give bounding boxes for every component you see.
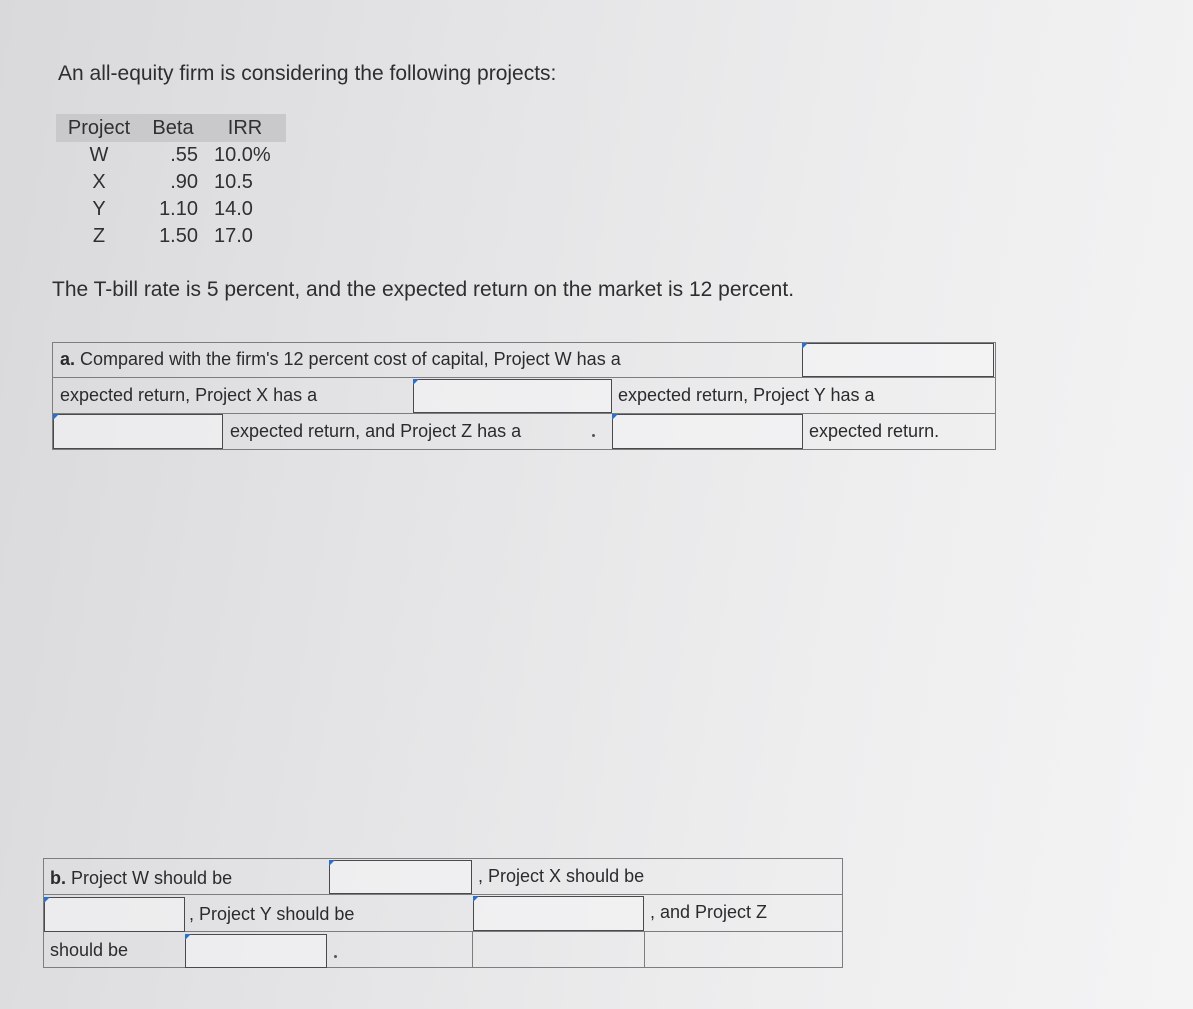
part-b-col-divider: [472, 932, 473, 968]
part-b-line1b: , Project X should be: [478, 866, 645, 886]
decorative-dot: [334, 955, 337, 958]
table-row: [56, 223, 286, 250]
header-beta: Beta: [142, 114, 204, 142]
input-flag-icon: [413, 379, 419, 385]
answer-x-return-input[interactable]: [413, 379, 612, 413]
answer-z-decision-input[interactable]: [185, 934, 327, 968]
table-row: [56, 169, 286, 196]
projects-table: [56, 114, 286, 250]
part-a-label: a.: [60, 349, 76, 369]
cell-irr: 14.0: [214, 198, 253, 220]
input-flag-icon: [612, 414, 618, 420]
intro-text: An all-equity firm is considering the following projects:: [58, 62, 557, 85]
part-b-line2b: , and Project Z: [650, 902, 768, 922]
part-b-line2a: , Project Y should be: [189, 904, 355, 924]
table-row: [56, 142, 286, 169]
part-a-line3b: expected return.: [809, 421, 940, 441]
cell-project: Z: [92, 225, 106, 247]
answer-w-decision-input[interactable]: [329, 860, 472, 894]
cell-beta: .90: [170, 171, 198, 193]
part-a-line3a: expected return, and Project Z has a: [230, 421, 522, 441]
cell-irr: 10.5: [214, 171, 253, 193]
cell-irr: 10.0%: [214, 144, 271, 166]
part-a-line1: [60, 349, 621, 370]
decorative-dot: [592, 434, 595, 437]
input-flag-icon: [53, 414, 59, 420]
part-b-label: b.: [50, 868, 66, 888]
part-a-line1-text: Compared with the firm's 12 percent cost of capital, Project W has a: [80, 349, 621, 369]
answer-x-decision-input[interactable]: [44, 897, 185, 932]
input-flag-icon: [802, 343, 808, 349]
answer-y-decision-input[interactable]: [473, 896, 644, 931]
answer-w-return-input[interactable]: [802, 343, 994, 377]
part-a-line2b: expected return, Project Y has a: [618, 385, 875, 405]
part-a-line2a: expected return, Project X has a: [60, 385, 318, 405]
part-b-line3a: should be: [50, 940, 129, 960]
part-b-line1a: [50, 868, 232, 889]
part-b-col-divider: [644, 932, 645, 968]
cell-project: Y: [92, 198, 106, 220]
table-header-row: [56, 114, 286, 142]
cell-beta: .55: [170, 144, 198, 166]
input-flag-icon: [185, 934, 191, 940]
cell-irr: 17.0: [214, 225, 253, 247]
part-b-line1a-text: Project W should be: [71, 868, 233, 888]
tbill-text: The T-bill rate is 5 percent, and the expected return on the market is 12 percent.: [52, 278, 795, 301]
cell-project: W: [89, 144, 109, 166]
cell-project: X: [92, 171, 106, 193]
header-project: Project: [56, 114, 142, 142]
table-row: [56, 196, 286, 223]
cell-beta: 1.10: [159, 198, 198, 220]
answer-z-return-input[interactable]: [612, 414, 803, 449]
answer-y-return-input[interactable]: [53, 414, 223, 449]
input-flag-icon: [44, 897, 50, 903]
header-irr: IRR: [204, 114, 286, 142]
input-flag-icon: [473, 896, 479, 902]
cell-beta: 1.50: [159, 225, 198, 247]
input-flag-icon: [329, 860, 335, 866]
